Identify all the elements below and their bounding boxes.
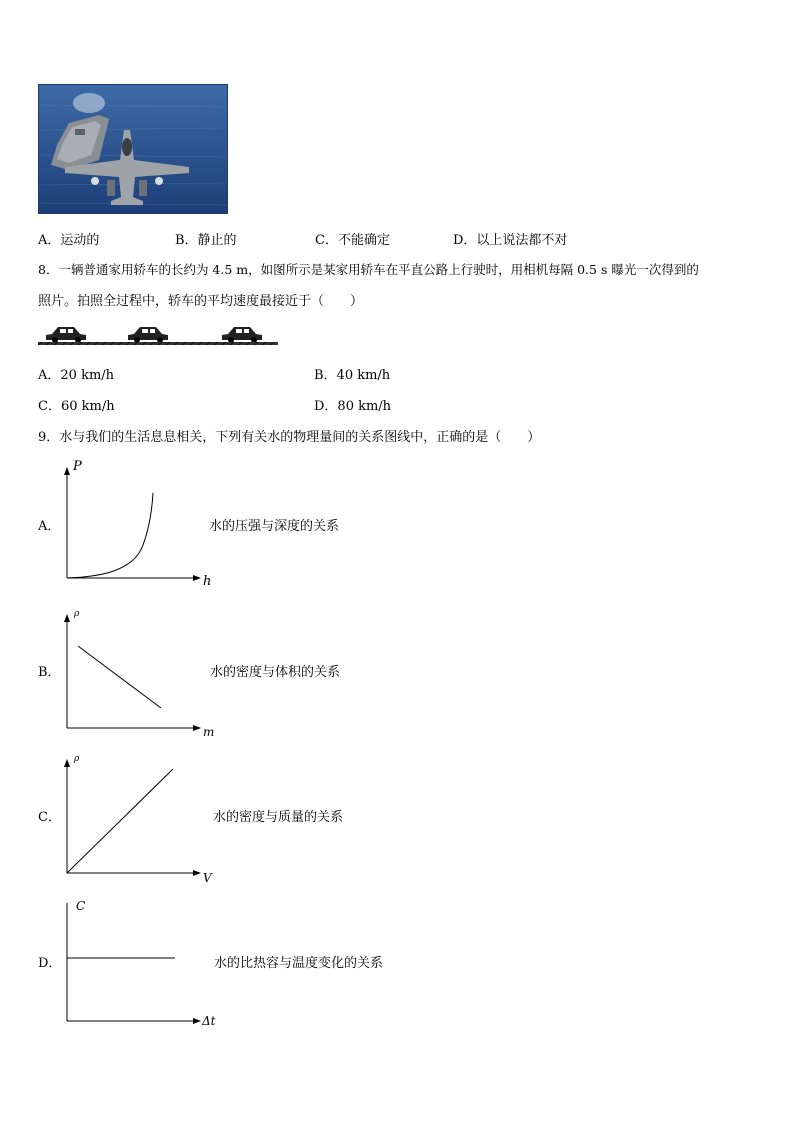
q7-option-c: C．不能确定: [315, 233, 390, 248]
car-photo-strip: [38, 322, 278, 350]
q7-option-b: B．静止的: [175, 233, 237, 248]
x-axis-label: V: [203, 871, 212, 885]
graph-pressure-vs-depth: [55, 455, 225, 590]
q9-option-d-letter: D．: [38, 956, 62, 971]
q7-option-a: A．运动的: [38, 233, 100, 248]
q8-option-c: C．60 km/h: [38, 399, 115, 414]
q8-option-b: B．40 km/h: [314, 368, 391, 383]
y-axis-label: C: [76, 899, 86, 913]
q9-option-b-caption: 水的密度与体积的关系: [210, 665, 341, 680]
q8-option-a: A．20 km/h: [38, 368, 115, 383]
aircraft-carrier-photo: [38, 84, 228, 214]
graph-specific-heat-vs-temperature-change: [55, 893, 225, 1033]
q9-option-b-letter: B．: [38, 665, 61, 680]
q9-option-c-letter: C．: [38, 810, 61, 825]
q8-option-d: D．80 km/h: [314, 399, 392, 414]
x-axis-label: h: [203, 574, 212, 589]
q7-option-d: D．以上说法都不对: [453, 233, 568, 248]
q9-stem: 9．水与我们的生活息息相关，下列有关水的物理量间的关系图线中，正确的是（ ）: [38, 430, 541, 445]
x-axis-label: Δt: [202, 1014, 216, 1028]
car-icon: [46, 327, 86, 343]
graph-density-vs-mass: [55, 745, 225, 885]
q9-option-c-caption: 水的密度与质量的关系: [213, 810, 344, 825]
q9-option-d-caption: 水的比热容与温度变化的关系: [214, 956, 384, 971]
q9-option-a-caption: 水的压强与深度的关系: [209, 519, 340, 534]
graph-density-vs-volume: [55, 600, 225, 740]
y-axis-label: ρ: [74, 754, 80, 764]
q8-stem-line2: 照片。拍照全过程中，轿车的平均速度最接近于（ ）: [38, 294, 364, 309]
y-axis-label: P: [73, 459, 82, 474]
q9-option-a-letter: A．: [38, 519, 61, 534]
y-axis-label: ρ: [74, 609, 80, 619]
x-axis-label: m: [203, 725, 215, 739]
q8-stem-line1: 8．一辆普通家用轿车的长约为 4.5 m，如图所示是某家用轿车在平直公路上行驶时，用相机每隔 0.5 s 曝光一次得到的: [38, 262, 699, 277]
